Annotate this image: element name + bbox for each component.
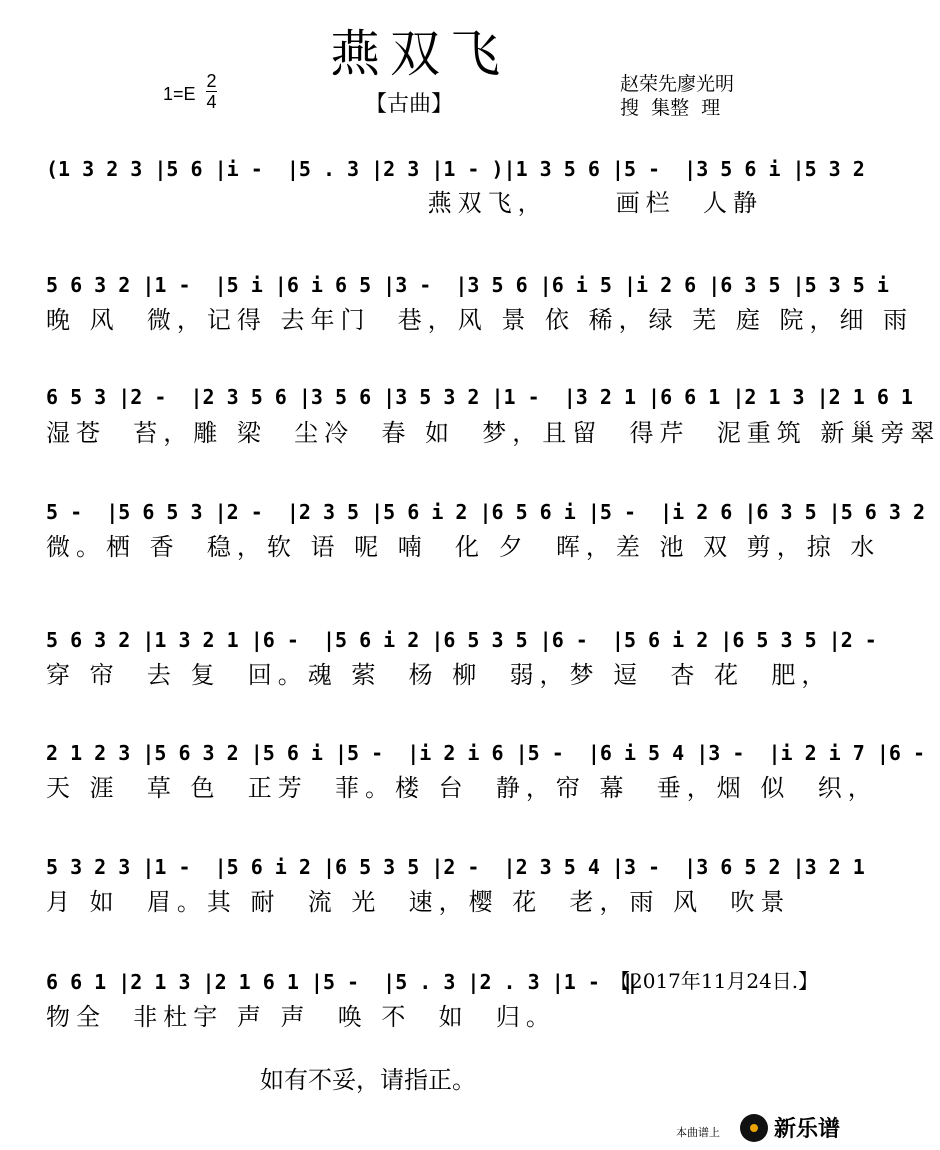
notation-line: (1 3 2 3 |5 6 |i - |5 . 3 |2 3 |1 - )|1 3 5 6 |5 - |3 5 6 i |5 3 2 (46, 157, 865, 181)
time-signature-bottom: 4 (206, 92, 217, 112)
record-disc-icon (740, 1114, 768, 1142)
notation-line: 5 6 3 2 |1 3 2 1 |6 - |5 6 i 2 |6 5 3 5 |6 - |5 6 i 2 |6 5 3 5 |2 - (46, 628, 877, 652)
lyrics-line: 穿 帘 去 复 回。魂 萦 杨 柳 弱，梦 逗 杏 花 肥， (46, 661, 832, 689)
date-note: 【2017年11月24日.】 (610, 969, 819, 993)
lyrics-line: 月 如 眉。其 耐 流 光 速，樱 花 老，雨 风 吹景 (46, 888, 791, 916)
credits (620, 72, 734, 120)
song-title: 燕双飞 (330, 25, 510, 83)
lyrics-line: 晚 风 微，记得 去年门 巷，风 景 依 稀，绿 芜 庭 院，细 雨 (46, 306, 914, 334)
footer-logo[interactable] (740, 1112, 840, 1143)
credit-names: 赵荣先廖光明 (620, 73, 735, 95)
footer-label: 本曲谱上 (676, 1126, 720, 1139)
notation-line: 2 1 2 3 |5 6 3 2 |5 6 i |5 - |i 2 i 6 |5 - |6 i 5 4 |3 - |i 2 i 7 |6 - (46, 741, 925, 765)
genre-label: 【古曲】 (365, 92, 454, 117)
brand-name: 新乐谱 (774, 1117, 841, 1142)
lyrics-line: 湿苍 苔，雕 梁 尘冷 春 如 梦，且留 得芹 泥重筑 新巢旁翠 (46, 419, 940, 447)
lyrics-line: 微。栖 香 稳，软 语 呢 喃 化 夕 晖，差 池 双 剪，掠 水 (46, 533, 881, 561)
credit-role: 搜 集整 理 (620, 97, 721, 119)
key-signature: 1=E (163, 84, 196, 104)
notation-line: 6 6 1 |2 1 3 |2 1 6 1 |5 - |5 . 3 |2 . 3 |1 - ‖ (46, 970, 637, 994)
time-signature-top: 2 (206, 71, 217, 91)
lyrics-line: 物全 非杜宇 声 声 唤 不 如 归。 (46, 1003, 556, 1031)
notation-line: 5 - |5 6 5 3 |2 - |2 3 5 |5 6 i 2 |6 5 6 i |5 - |i 2 6 |6 3 5 |5 6 3 2 (46, 500, 925, 524)
time-signature (206, 72, 217, 111)
notation-line: 5 3 2 3 |1 - |5 6 i 2 |6 5 3 5 |2 - |2 3 5 4 |3 - |3 6 5 2 |3 2 1 (46, 855, 865, 879)
lyrics-line: 天 涯 草 色 正芳 菲。楼 台 静，帘 幕 垂，烟 似 织， (46, 774, 878, 802)
comment-text: 如有不妥，请指正。 (260, 1066, 476, 1094)
lyrics-line: 燕双飞， 画栏 人静 (46, 189, 764, 217)
notation-line: 5 6 3 2 |1 - |5 i |6 i 6 5 |3 - |3 5 6 |6 i 5 |i 2 6 |6 3 5 |5 3 5 i (46, 273, 889, 297)
notation-line: 6 5 3 |2 - |2 3 5 6 |3 5 6 |3 5 3 2 |1 - |3 2 1 |6 6 1 |2 1 3 |2 1 6 1 (46, 385, 913, 409)
